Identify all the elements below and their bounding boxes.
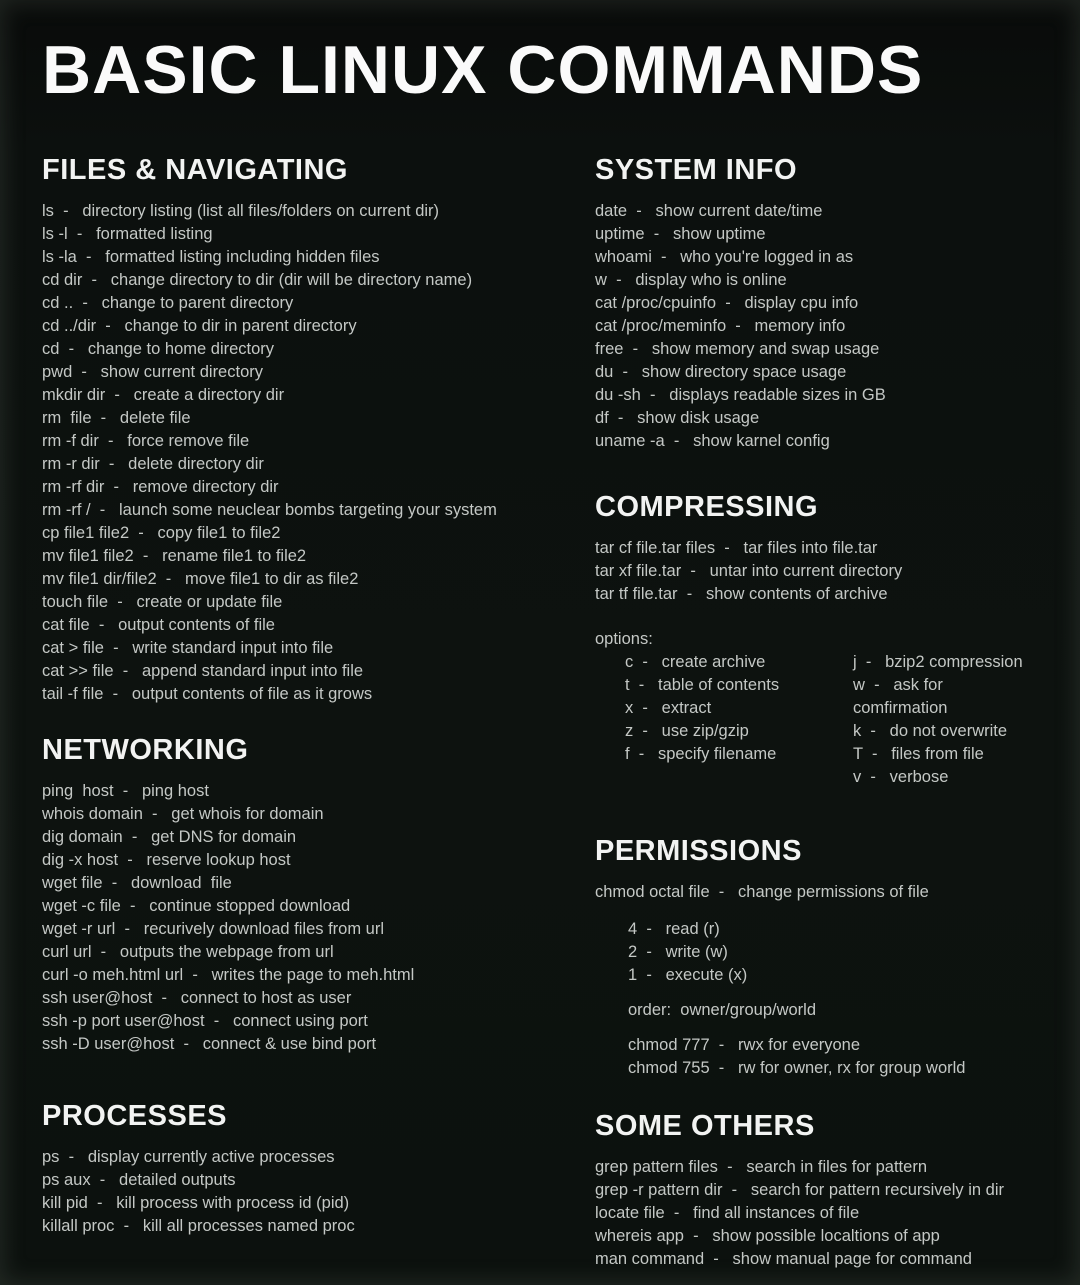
command-line: ssh -D user@host - connect & use bind port (42, 1035, 377, 1053)
command-line: cat file - output contents of file (42, 616, 275, 634)
command-list-system-info (595, 200, 1040, 453)
page-title: BASIC LINUX COMMANDS (42, 32, 924, 108)
command-line: whois domain - get whois for domain (42, 805, 324, 823)
section-system-info (595, 154, 1040, 453)
command-line: cat /proc/cpuinfo - display cpu info (595, 294, 859, 312)
command-line: wget file - download file (42, 874, 232, 892)
permissions-intro: chmod octal file - change permissions of file (595, 883, 929, 901)
command-list-compressing (595, 537, 1040, 606)
section-some-others (595, 1110, 1040, 1271)
command-line: cd dir - change directory to dir (dir will be directory name) (42, 271, 473, 289)
columns (42, 154, 1040, 1271)
right-column (595, 154, 1040, 1271)
command-line: whereis app - show possible localtions of app (595, 1227, 940, 1245)
section-title-some-others: SOME OTHERS (595, 1110, 815, 1142)
command-line: grep -r pattern dir - search for pattern recursively in dir (595, 1181, 1004, 1199)
command-line: uptime - show uptime (595, 225, 766, 243)
left-column (42, 154, 595, 1271)
command-line: cat > file - write standard input into file (42, 639, 334, 657)
section-processes (42, 1100, 595, 1238)
command-line: mv file1 dir/file2 - move file1 to dir as file2 (42, 570, 359, 588)
option-line: f - specify filename (625, 745, 777, 763)
section-title-files-navigating: FILES & NAVIGATING (42, 154, 348, 186)
permission-value-line: 4 - read (r) (628, 920, 720, 938)
command-line: cd - change to home directory (42, 340, 275, 358)
options-label: options: (595, 630, 653, 648)
command-line: rm -rf dir - remove directory dir (42, 478, 279, 496)
command-line: du -sh - displays readable sizes in GB (595, 386, 886, 404)
command-line: rm -rf / - launch some neuclear bombs targeting your system (42, 501, 497, 519)
command-line: rm -f dir - force remove file (42, 432, 250, 450)
command-line: tail -f file - output contents of file as it grows (42, 685, 373, 703)
command-line: mv file1 file2 - rename file1 to file2 (42, 547, 307, 565)
command-line: uname -a - show karnel config (595, 432, 830, 450)
command-line: dig -x host - reserve lookup host (42, 851, 291, 869)
command-line: ping host - ping host (42, 782, 209, 800)
option-line: j - bzip2 compression (853, 653, 1023, 671)
command-line: du - show directory space usage (595, 363, 847, 381)
command-list-some-others (595, 1156, 1040, 1271)
command-line: tar cf file.tar files - tar files into file.tar (595, 539, 878, 557)
command-line: wget -r url - recurively download files from url (42, 920, 385, 938)
command-line: ls -la - formatted listing including hidden files (42, 248, 380, 266)
option-line: t - table of contents (625, 676, 780, 694)
option-line: x - extract (625, 699, 712, 717)
command-line: w - display who is online (595, 271, 787, 289)
option-line: T - files from file (853, 745, 984, 763)
command-list-networking (42, 780, 595, 1056)
command-line: cat /proc/meminfo - memory info (595, 317, 846, 335)
command-line: tar xf file.tar - untar into current directory (595, 562, 903, 580)
section-title-compressing: COMPRESSING (595, 491, 819, 523)
command-line: curl -o meh.html url - writes the page to meh.html (42, 966, 415, 984)
command-line: locate file - find all instances of file (595, 1204, 860, 1222)
options-grid (595, 651, 1040, 789)
options-column-left (595, 651, 853, 789)
command-line: rm -r dir - delete directory dir (42, 455, 264, 473)
section-title-permissions: PERMISSIONS (595, 835, 802, 867)
command-line: mkdir dir - create a directory dir (42, 386, 285, 404)
command-line: cp file1 file2 - copy file1 to file2 (42, 524, 281, 542)
permission-value-line: 2 - write (w) (628, 943, 728, 961)
permission-example-line: chmod 755 - rw for owner, rx for group world (628, 1059, 966, 1077)
command-line: date - show current date/time (595, 202, 823, 220)
command-line: cd .. - change to parent directory (42, 294, 294, 312)
section-files-navigating (42, 154, 595, 706)
section-compressing (595, 491, 1040, 789)
option-line: c - create archive (625, 653, 766, 671)
command-line: wget -c file - continue stopped download (42, 897, 351, 915)
command-line: df - show disk usage (595, 409, 760, 427)
permissions-order: order: owner/group/world (628, 1001, 817, 1019)
command-line: pwd - show current directory (42, 363, 263, 381)
command-line: ls - directory listing (list all files/folders on current dir) (42, 202, 440, 220)
command-line: free - show memory and swap usage (595, 340, 880, 358)
command-list-processes (42, 1146, 595, 1238)
option-line: k - do not overwrite (853, 722, 1008, 740)
section-permissions (595, 835, 1040, 1080)
command-line: cat >> file - append standard input into file (42, 662, 364, 680)
command-line: grep pattern files - search in files for pattern (595, 1158, 927, 1176)
options-column-right (853, 651, 1040, 789)
command-line: ps - display currently active processes (42, 1148, 335, 1166)
command-line: curl url - outputs the webpage from url (42, 943, 334, 961)
section-title-processes: PROCESSES (42, 1100, 227, 1132)
command-list-files-navigating (42, 200, 595, 706)
command-line: ssh -p port user@host - connect using port (42, 1012, 368, 1030)
command-line: man command - show manual page for command (595, 1250, 972, 1268)
section-title-system-info: SYSTEM INFO (595, 154, 798, 186)
command-line: touch file - create or update file (42, 593, 283, 611)
command-line: ls -l - formatted listing (42, 225, 213, 243)
command-line: ps aux - detailed outputs (42, 1171, 236, 1189)
command-line: cd ../dir - change to dir in parent directory (42, 317, 357, 335)
command-line: tar tf file.tar - show contents of archive (595, 585, 888, 603)
option-line: z - use zip/gzip (625, 722, 749, 740)
command-line: kill pid - kill process with process id (pid) (42, 1194, 350, 1212)
section-title-networking: NETWORKING (42, 734, 249, 766)
command-line: dig domain - get DNS for domain (42, 828, 297, 846)
command-line: ssh user@host - connect to host as user (42, 989, 352, 1007)
command-line: killall proc - kill all processes named proc (42, 1217, 355, 1235)
tar-options-block (595, 628, 1040, 789)
command-line: rm file - delete file (42, 409, 191, 427)
permission-values (595, 918, 1040, 987)
section-networking (42, 734, 595, 1056)
permission-examples (595, 1034, 1040, 1080)
option-line: v - verbose (853, 768, 949, 786)
command-line: whoami - who you're logged in as (595, 248, 854, 266)
permission-example-line: chmod 777 - rwx for everyone (628, 1036, 861, 1054)
permission-value-line: 1 - execute (x) (628, 966, 748, 984)
option-line: w - ask for comfirmation (853, 676, 948, 717)
